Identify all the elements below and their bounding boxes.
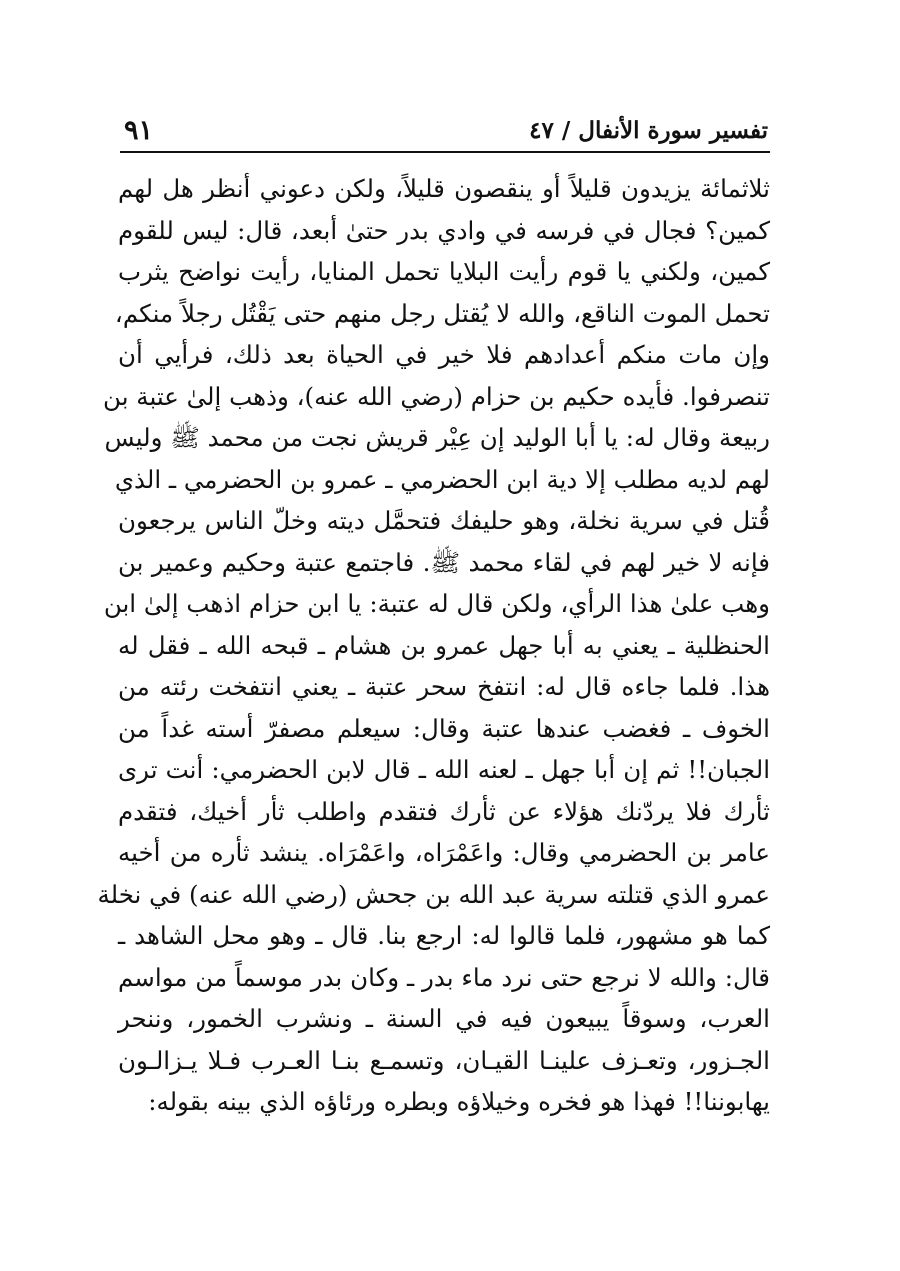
text-line: ثلاثمائة يزيدون قليلاً أو ينقصون قليلاً، ولكن دعوني أنظر هل لهم <box>118 174 770 203</box>
header-title: تفسير سورة الأنفال / ٤٧ <box>529 117 768 144</box>
text-line: فإنه لا خير لهم في لقاء محمد ﷺ. فاجتمع عتبة وحكيم وعمير بن <box>118 547 770 577</box>
text-line: يهابوننا!! فهذا هو فخره وخيلاؤه وبطره ورئاؤه الذي بينه بقوله: <box>148 1087 770 1116</box>
text-line: قال: والله لا نرجع حتى نرد ماء بدر ـ وكان بدر موسماً من مواسم <box>118 962 770 992</box>
body-text <box>97 168 770 1123</box>
running-header <box>120 112 768 150</box>
text-line: ربيعة وقال له: يا أبا الوليد إن عِيْر قريش نجت من محمد ﷺ وليس <box>104 423 770 452</box>
header-divider <box>120 151 770 153</box>
text-line: وإن مات منكم أعدادهم فلا خير في الحياة بعد ذلك، فرأيي أن <box>118 340 770 369</box>
text-line: تحمل الموت الناقع، والله لا يُقتل رجل منهم حتى يَقْتُل رجلاً منكم، <box>114 298 770 328</box>
text-line: كمين؟ فجال في فرسه في وادي بدر حتىٰ أبعد، قال: ليس للقوم <box>118 215 770 245</box>
text-line: عمرو الذي قتلته سرية عبد الله بن جحش (رضي الله عنه) في نخلة <box>97 879 770 909</box>
text-line: ثأرك فلا يردّنك هؤلاء عن ثأرك فتقدم واطلب ثأر أخيك، فتقدم <box>118 796 770 826</box>
text-line: الحنظلية ـ يعني به أبا جهل عمرو بن هشام ـ قبحه الله ـ فقل له <box>118 630 770 660</box>
text-line: قُتل في سرية نخلة، وهو حليفك فتحمَّل ديته وخلّ الناس يرجعون <box>118 506 770 535</box>
text-line: الجـزور، وتعـزف علينـا القيـان، وتسمـع بنـا العـرب فـلا يـزالـون <box>118 1045 770 1075</box>
text-line: الجبان!! ثم إن أبا جهل ـ لعنه الله ـ قال لابن الحضرمي: أنت ترى <box>118 755 770 784</box>
text-line: لهم لديه مطلب إلا دية ابن الحضرمي ـ عمرو بن الحضرمي ـ الذي <box>114 464 770 494</box>
text-line: كما هو مشهور، فلما قالوا له: ارجع بنا. قال ـ وهو محل الشاهد ـ <box>118 921 770 950</box>
text-line: تنصرفوا. فأيده حكيم بن حزام (رضي الله عنه)، وذهب إلىٰ عتبة بن <box>103 381 770 411</box>
text-line: وهب علىٰ هذا الرأي، ولكن قال له عتبة: يا ابن حزام اذهب إلىٰ ابن <box>103 589 770 618</box>
text-line: العرب، وسوقاً يبيعون فيه في السنة ـ ونشرب الخمور، وننحر <box>118 1004 770 1033</box>
text-line: الخوف ـ فغضب عندها عتبة وقال: سيعلم مصفرّ أسته غداً من <box>118 713 770 743</box>
page-number: ٩١ <box>124 115 154 146</box>
text-line: كمين، ولكني يا قوم رأيت البلايا تحمل المنايا، رأيت نواضح يثرب <box>118 257 770 286</box>
text-line: هذا. فلما جاءه قال له: انتفخ سحر عتبة ـ يعني انتفخت رئته من <box>118 672 770 701</box>
text-line: عامر بن الحضرمي وقال: واعَمْرَاه، واعَمْرَاه. ينشد ثأره من أخيه <box>118 838 770 867</box>
